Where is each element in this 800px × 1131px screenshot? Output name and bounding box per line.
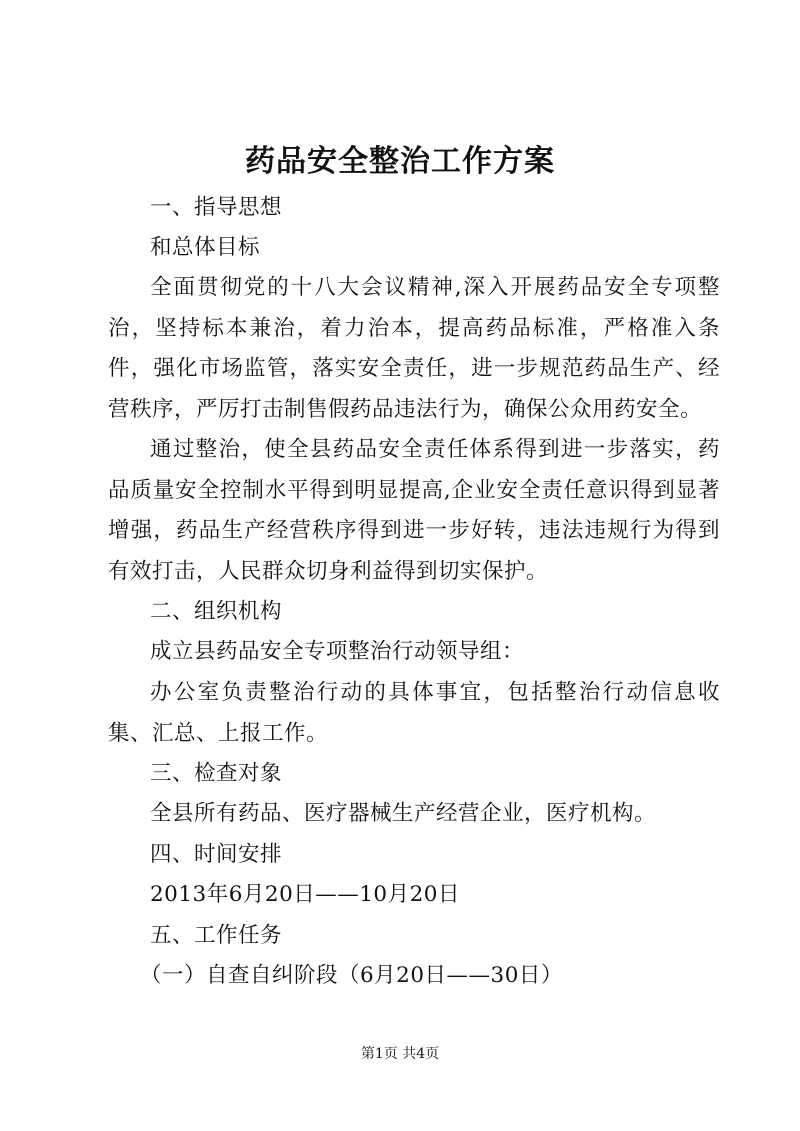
section-heading-organization: 二、组织机构 bbox=[150, 599, 283, 624]
paragraph-schedule-dates: 2013年6月20日——10月20日 bbox=[150, 882, 460, 907]
paragraph-goals: 通过整治，使全县药品安全责任体系得到进一步落实，药品质量安全控制水平得到明显提高,企业安全责任意识得到显著增强，药品生产经营秩序得到进一步好转，违法违规行为得到有效打击，人民群众切身利益得到切实保护。 bbox=[108, 437, 720, 584]
section-heading-guiding-ideology: 一、指导思想 bbox=[150, 195, 283, 220]
paragraph-guiding-principles: 全面贯彻党的十八大会议精神,深入开展药品安全专项整治，坚持标本兼治，着力治本，提高药品标准，严格准入条件，强化市场监管，落实安全责任，进一步规范药品生产、经营秩序，严厉打击制售假药品违法行为，确保公众用药安全。 bbox=[108, 275, 720, 422]
subsection-heading-self-inspection: （一）自查自纠阶段（6月20日——30日） bbox=[140, 963, 563, 988]
page-footer: 第1页 共4页 bbox=[360, 1046, 440, 1062]
paragraph-leading-group: 成立县药品安全专项整治行动领导组： bbox=[150, 639, 525, 664]
section-heading-overall-goal: 和总体目标 bbox=[150, 235, 261, 260]
document-title: 药品安全整治工作方案 bbox=[245, 144, 555, 179]
paragraph-office-duties: 办公室负责整治行动的具体事宜，包括整治行动信息收集、汇总、上报工作。 bbox=[108, 680, 720, 746]
section-heading-tasks: 五、工作任务 bbox=[150, 923, 283, 948]
section-heading-inspection-targets: 三、检查对象 bbox=[150, 761, 283, 786]
section-heading-schedule: 四、时间安排 bbox=[150, 842, 283, 867]
paragraph-inspection-targets: 全县所有药品、医疗器械生产经营企业，医疗机构。 bbox=[150, 801, 657, 826]
